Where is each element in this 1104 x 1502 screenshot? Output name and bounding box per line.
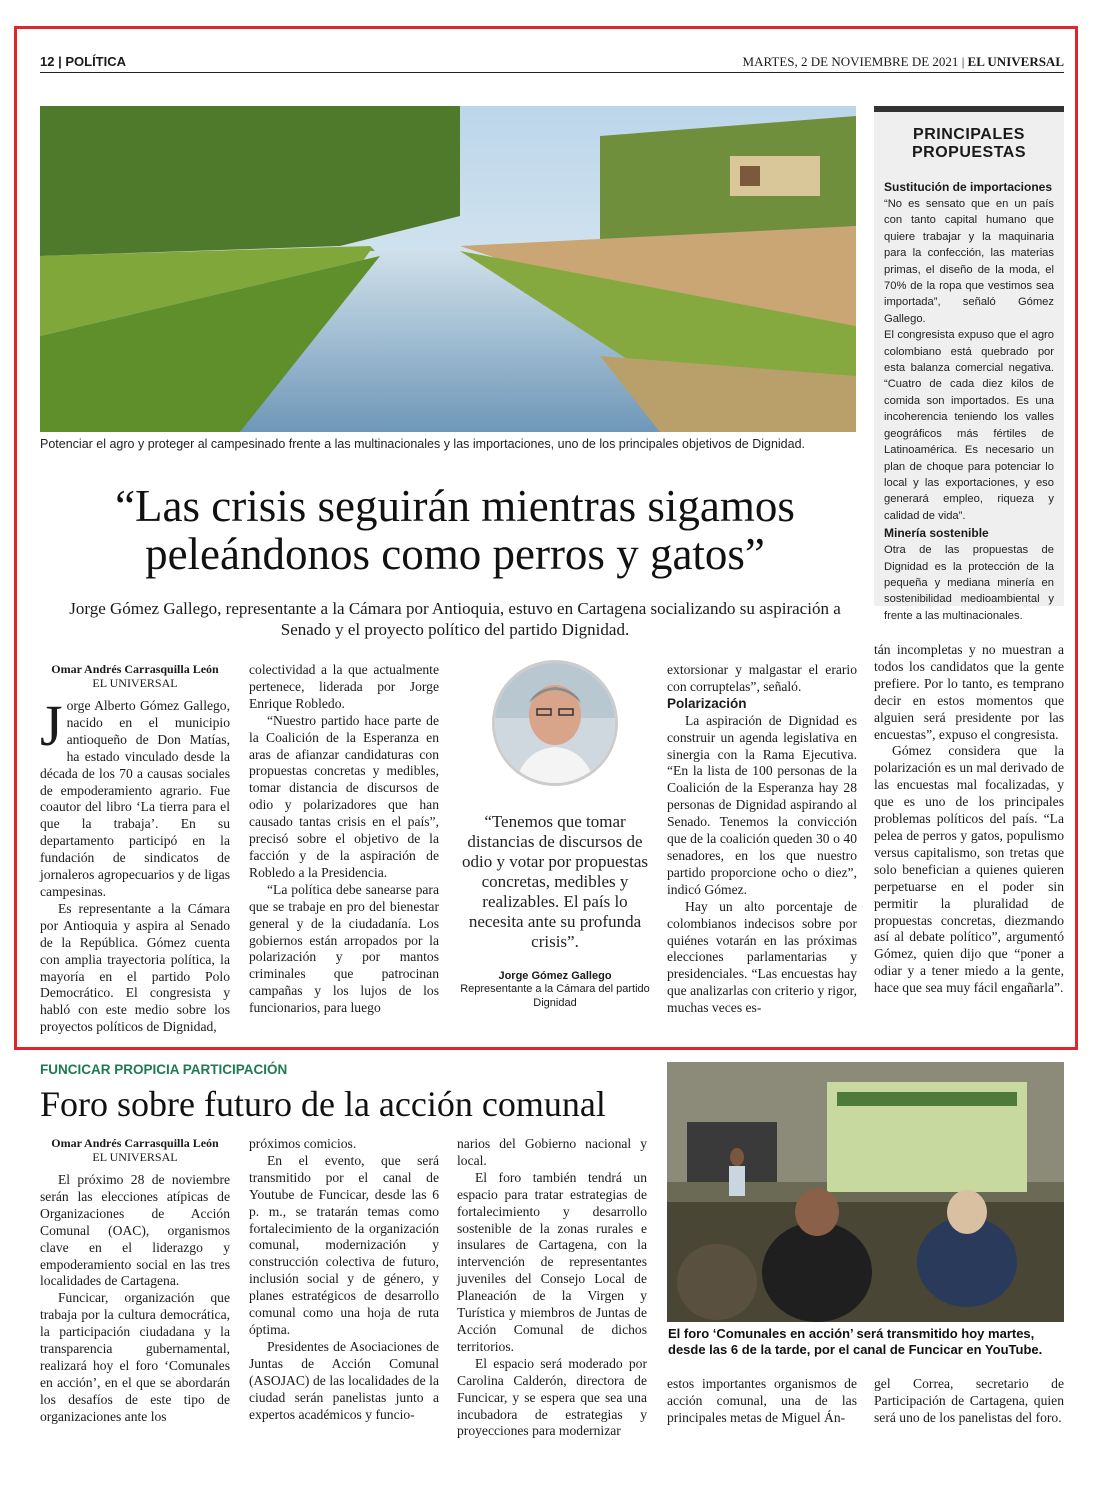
article2-column-5: gel Correa, secretario de Participación de Cartagena, quien será uno de los panelistas del foro. bbox=[874, 1376, 1064, 1425]
proposals-sidebar bbox=[874, 106, 1064, 622]
page-number: 12 bbox=[40, 54, 55, 69]
subhead-polarizacion: Polarización bbox=[667, 695, 747, 711]
pull-quote-text: “Tenemos que tomar distancias de discursos de odio y votar por propuestas concretas, medibles y realizables. El país lo necesita ante su profunda crisis”. bbox=[461, 812, 649, 951]
article2-headline: Foro sobre futuro de la acción comunal bbox=[40, 1084, 606, 1124]
page-section-header: 12 | POLÍTICA bbox=[40, 54, 127, 69]
pull-quote-role: Representante a la Cámara del partido Dignidad bbox=[460, 983, 650, 1009]
sidebar-subhead-mining: Minería sostenible bbox=[884, 526, 989, 541]
sidebar-text: “No es sensato que en un país con tanto capital humano que quiere trabajar y la maquinaria para la confección, las materias primas, el diseño de la moda, el 70% de la ropa que vestimos sea importada”, señaló Gómez Gallego. bbox=[884, 198, 1054, 325]
article2-column-3: narios del Gobierno nacional y local. El foro también tendrá un espacio para tratar estrategias de fortalecimiento y desarrollo sostenible de la zonas rurales e insulares de Cartagena, con la intervención de representantes juveniles del Consejo Local de Planeación de la Virgen y Turística y miembros de Juntas de Acción Comunal de dichos territorios. El espacio será moderado por Carolina Calderón, directora de Funcicar, y se espera que sea una incubadora de estrategias y proyecciones para modernizar bbox=[457, 1136, 647, 1439]
pull-quote-box bbox=[455, 660, 655, 1010]
article-headline: “Las crisis seguirán mientras sigamos peleándonos como perros y gatos” bbox=[115, 481, 795, 579]
article1-column-2: colectividad a la que actualmente pertenece, liderada por Jorge Enrique Robledo. “Nuestro partido hace parte de la Coalición de la Esperanza en aras de afianzar candidaturas con propuestas concretas y medibles, tomar distancia de discursos de odio y polarizadores que han causado tantas crisis en el país”, precisó sobre el objetivo de la facción y de la aspiración de Robledo a la Presidencia. “La política debe sanearse para que se trabaje en pro del bienestar general y de la ciudadanía. Los gobiernos están arropados por la polarización y por mantos criminales que patrocinan campañas y los lujos de los funcionarios, para luego bbox=[249, 662, 439, 1016]
sidebar-subhead-imports: Sustitución de importaciones bbox=[884, 180, 1053, 194]
header-rule bbox=[40, 72, 1064, 73]
portrait-photo bbox=[492, 660, 618, 786]
sidebar-text: Otra de las propuestas de Dignidad es la protección de la pequeña y mediana minería en sostenibilidad medioambiental y frente a las multinacionales. bbox=[884, 544, 1054, 622]
section-name: POLÍTICA bbox=[65, 54, 127, 69]
sidebar-text: El congresista expuso que el agro colombiano está quebrado por esta balanza comercial negativa. “Cuatro de cada diez kilos de comida son importados. Es una incoherencia teniendo los valles geográficos más fértiles de Latinoamérica. Es necesario un plan de choque para potenciar lo local y las exportaciones, y eso generará empleo, riqueza y calidad de vida”. bbox=[884, 329, 1054, 522]
issue-date: MARTES, 2 DE NOVIEMBRE DE 2021 bbox=[742, 54, 959, 69]
article1-column-1: Omar Andrés Carrasquilla León EL UNIVERSAL Jorge Alberto Gómez Gallego, nacido en el municipio antioqueño de Don Matías, ha estado vinculado desde la década de los 70 a causas sociales de empoderamiento agrario. Fue coautor del libro ‘La tierra para el que la trabaja’. En su departamento participó en la fundación de sindicatos de jornaleros agropecuarios y de ligas campesinas. Es representante a la Cámara por Antioquia y aspira al Senado de la República. Gómez cuenta con amplia trayectoria política, la mayoría en el partido Polo Democrático. El congresista y habló con este medio sobre los proyectos políticos de Dignidad, bbox=[40, 662, 230, 1035]
canal-landscape-photo bbox=[40, 106, 856, 432]
byline: Omar Andrés Carrasquilla León EL UNIVERSAL bbox=[51, 662, 219, 690]
article2-column-2: próximos comicios. En el evento, que será transmitido por el canal de Youtube de Funcicar, desde las 6 p. m., se tratarán temas como fortalecimiento de la organización comunal, modernización y construcción colectiva de futuro, inclusión social y de género, y planes estratégicos de desarrollo comunal como una hoja de ruta óptima. Presidentes de Asociaciones de Juntas de Acción Comunal (ASOJAC) de las localidades de la ciudad serán panelistas junto a expertos académicos y funcio- bbox=[249, 1136, 439, 1422]
article2-column-4: estos importantes organismos de acción comunal, una de las principales metas de Miguel Án- bbox=[667, 1376, 857, 1425]
article1-column-3: extorsionar y malgastar el erario con corruptelas”, señaló. Polarización La aspiración de Dignidad es construir un agenda legislativa en sinergia con la Rama Ejecutiva. “En la lista de 100 personas de la Coalición de la Esperanza hay 28 personas de Dignidad aspirando al Senado. Tenemos la convicción que de la coalición queden 30 o 40 senadores, en los que nuestro partido proporcione ocho o diez”, indicó Gómez. Hay un alto porcentaje de colombianos indecisos sobre por quiénes votarán en las próximas elecciones parlamentarias y presidenciales. “Las encuestas hay que analizarlas con criterio y rigor, muchas veces es- bbox=[667, 662, 857, 1016]
article-deck: Jorge Gómez Gallego, representante a la Cámara por Antioquia, estuvo en Cartagena socializando su aspiración a Senado y el proyecto político del partido Dignidad. bbox=[69, 599, 841, 639]
sidebar-title: PRINCIPALES PROPUESTAS bbox=[911, 126, 1027, 161]
pull-quote-name: Jorge Gómez Gallego bbox=[498, 970, 612, 982]
byline: Omar Andrés Carrasquilla León EL UNIVERSAL bbox=[51, 1136, 219, 1164]
article2-column-1: Omar Andrés Carrasquilla León EL UNIVERSAL El próximo 28 de noviembre serán las elecciones atípicas de Organizaciones de Acción Comunal (OAC), organismos clave en el liderazgo y empoderamiento social en las tres localidades de Cartagena. Funcicar, organización que trabaja por la cultura democrática, la participación ciudadana y la transparencia gubernamental, realizará hoy el foro ‘Comunales en acción’, en el que se abordarán los desafíos de este tipo de organizaciones ante los bbox=[40, 1136, 230, 1424]
conference-photo-caption: El foro ‘Comunales en acción’ será transmitido hoy martes, desde las 6 de la tarde, por el canal de Funcicar en YouTube. bbox=[668, 1326, 1043, 1357]
article1-column-4: tán incompletas y no muestran a todos los candidatos que la gente prefiere. Por lo tanto, es temprano decir en estos momentos que alguien será presidente por las encuestas”, expuso el congresista. Gómez considera que la polarización es un mal derivado de las encuestas mal focalizadas, y que es uno de los principales problemas políticos del país. “La pelea de perros y gatos, populismo versus capitalismo, son tretas que solo benefician a quienes quieren perpetuarse en el poder sin permitir la pluralidad de propuestas concretas, diezmando así al debate político”, argumentó Gómez, quien dijo que “poner a odiar y a tener miedo a la gente, hace que sea muy fácil engañarla”. bbox=[874, 642, 1064, 996]
article2-kicker: FUNCICAR PROPICIA PARTICIPACIÓN bbox=[40, 1062, 288, 1077]
main-photo-caption: Potenciar el agro y proteger al campesinado frente a las multinacionales y las importaciones, uno de los principales objetivos de Dignidad. bbox=[40, 437, 806, 451]
conference-photo bbox=[667, 1062, 1064, 1322]
drop-cap: J bbox=[40, 693, 63, 758]
newspaper-name: EL UNIVERSAL bbox=[967, 54, 1064, 69]
page-date-header: MARTES, 2 DE NOVIEMBRE DE 2021 | EL UNIVERSAL bbox=[742, 54, 1064, 69]
